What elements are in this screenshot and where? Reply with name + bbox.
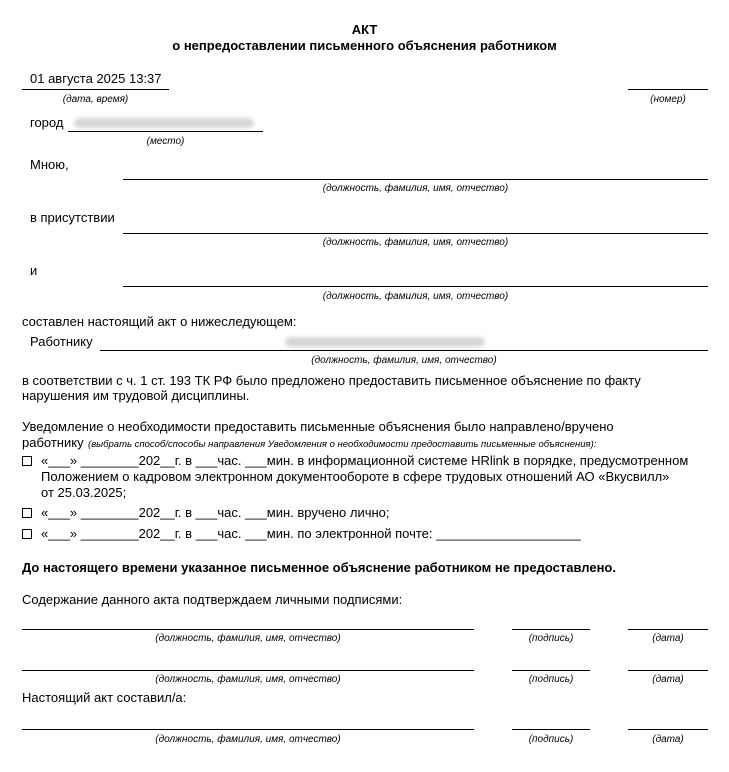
datetime-value: 01 августа 2025 13:37 [30,71,162,86]
sign-row-3-signature-caption: (подпись) [528,734,574,745]
option-email-checkbox[interactable] [22,529,32,539]
by-caption: (должность, фамилия, имя, отчество) [322,183,509,194]
sign-row-2-position-caption: (должность, фамилия, имя, отчество) [155,674,341,685]
paragraph-line-1: в соответствии с ч. 1 ст. 193 ТК РФ было предложено предоставить письменное объяснение по факту [22,373,641,388]
notice-line-1: Уведомление о необходимости предоставить письменные объяснения было направлено/вручено [22,419,614,434]
and-line [123,286,708,287]
sign-row-1-signature-line [512,629,590,630]
act-title: АКТ [351,22,378,37]
city-line [68,131,263,132]
notice-hint: (выбрать способ/способы направления Уведомления о необходимости предоставить письменные объяснения): [88,439,597,450]
sign-row-3-date-caption: (дата) [652,734,684,745]
confirm-label: Содержание данного акта подтверждаем личными подписями: [22,592,403,607]
compiled-text: составлен настоящий акт о нижеследующем: [22,314,297,329]
notice-line-2 [22,434,596,452]
sign-row-2-date-line [628,670,708,671]
sign-row-3-signature-line [512,729,590,730]
by-label: Мною, [30,157,69,172]
option-hrlink-checkbox[interactable] [22,456,32,466]
sign-row-2-position-line [22,670,474,671]
conclusion-text: До настоящего времени указанное письменное объяснение работником не предоставлено. [22,560,616,575]
sign-row-1-position-caption: (должность, фамилия, имя, отчество) [155,633,341,644]
option-email-text: «___» ________202__г. в ___час. ___мин. по электронной почте: ____________________ [41,526,581,541]
act-subtitle: о непредоставлении письменного объяснения работником [172,38,557,53]
presence-label: в присутствии [30,210,115,225]
option-hrlink-line-3: от 25.03.2025; [41,485,127,500]
employee-redacted [285,337,485,347]
number-line [628,89,708,90]
sign-row-3-position-caption: (должность, фамилия, имя, отчество) [155,734,341,745]
sign-row-1-date-caption: (дата) [652,633,684,644]
place-caption: (место) [146,136,185,147]
and-label: и [30,263,38,278]
option-hrlink-line-2: Положением о кадровом электронном документообороте в сфере трудовых отношений АО «Вкусвилл» [41,469,670,484]
paragraph-line-2: нарушения им трудовой дисциплины. [22,388,250,403]
sign-row-2-date-caption: (дата) [652,674,684,685]
datetime-line [22,89,169,90]
option-personal-checkbox[interactable] [22,508,32,518]
employee-label: Работнику [30,334,93,349]
composed-label: Настоящий акт составил/а: [22,690,187,705]
employee-line [100,350,708,351]
city-redacted [74,118,254,128]
number-caption: (номер) [650,94,686,105]
and-caption: (должность, фамилия, имя, отчество) [322,291,509,302]
sign-row-3-position-line [22,729,474,730]
sign-row-3-date-line [628,729,708,730]
by-line [123,179,708,180]
employee-caption: (должность, фамилия, имя, отчество) [311,355,497,366]
sign-row-2-signature-line [512,670,590,671]
option-personal-text: «___» ________202__г. в ___час. ___мин. вручено лично; [41,505,390,520]
city-label: город [30,115,64,130]
sign-row-1-position-line [22,629,474,630]
sign-row-2-signature-caption: (подпись) [528,674,574,685]
presence-line [123,233,708,234]
sign-row-1-signature-caption: (подпись) [528,633,574,644]
datetime-caption: (дата, время) [62,94,129,105]
notice-recipient: работнику [22,435,84,450]
option-hrlink-line-1: «___» ________202__г. в ___час. ___мин. в информационной системе HRlink в порядке, предусмотренном [41,453,689,468]
presence-caption: (должность, фамилия, имя, отчество) [322,237,509,248]
sign-row-1-date-line [628,629,708,630]
